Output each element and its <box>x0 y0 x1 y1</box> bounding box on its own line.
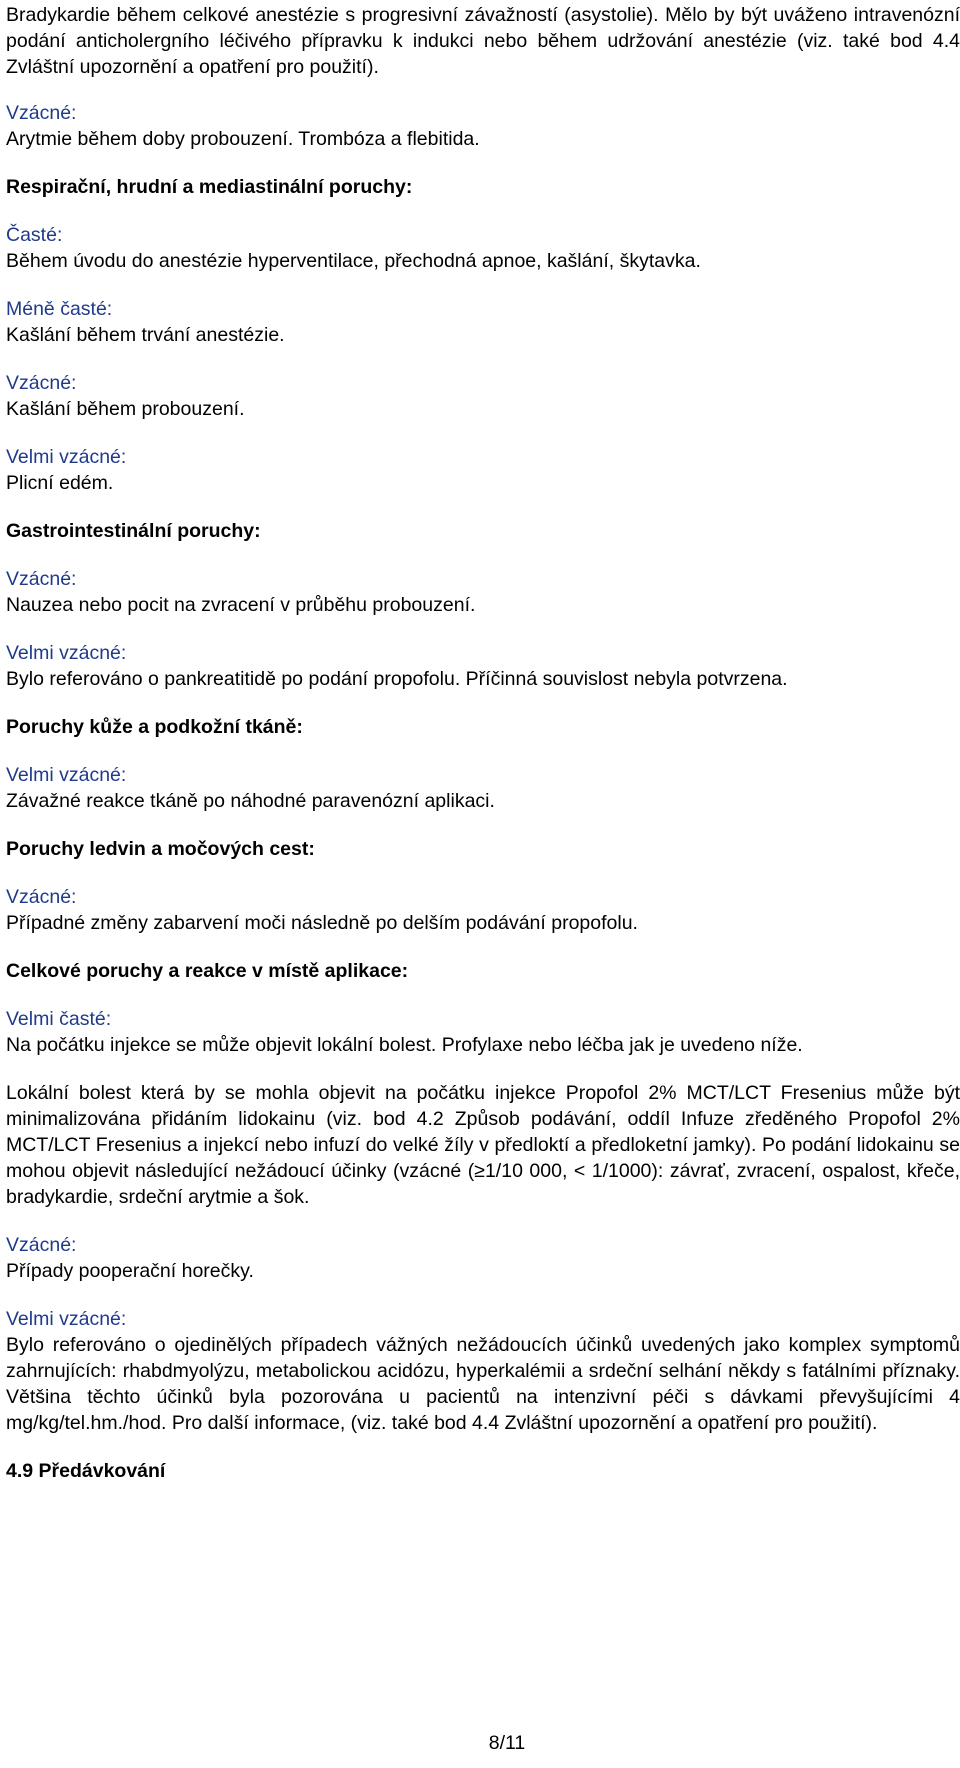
frequency-label-rare: Vzácné: <box>6 102 77 124</box>
respiratory-common-text: Během úvodu do anestézie hyperventilace, přechodná apnoe, kašlání, škytavka. <box>6 250 701 272</box>
cardio-rare-text: Arytmie během doby probouzení. Trombóza a flebitida. <box>6 128 480 150</box>
gastro-rare-text: Nauzea nebo pocit na zvracení v průběhu probouzení. <box>6 594 476 616</box>
section-heading-gastrointestinal: Gastrointestinální poruchy: <box>6 520 261 542</box>
general-very-rare-block <box>6 1306 960 1436</box>
cardio-rare-block <box>6 100 960 152</box>
document-content <box>6 2 960 1506</box>
renal-rare-block <box>6 884 960 936</box>
frequency-label-very-common: Velmi časté: <box>6 1008 112 1030</box>
page-number: 8/11 <box>488 1732 526 1754</box>
frequency-label-rare: Vzácné: <box>6 372 77 394</box>
section-heading-general: Celkové poruchy a reakce v místě aplikace: <box>6 960 409 982</box>
skin-very-rare-text: Závažné reakce tkáně po náhodné paravenózní aplikaci. <box>6 790 495 812</box>
section-heading-overdose: 4.9 Předávkování <box>6 1460 166 1482</box>
respiratory-very-rare-text: Plicní edém. <box>6 472 114 494</box>
section-heading-renal: Poruchy ledvin a močových cest: <box>6 838 315 860</box>
respiratory-very-rare-block <box>6 444 960 496</box>
renal-rare-text: Případné změny zabarvení moči následně po delším podávání propofolu. <box>6 912 638 934</box>
general-very-common-text: Na počátku injekce se může objevit lokální bolest. Profylaxe nebo léčba jak je uvedeno níže. <box>6 1034 803 1056</box>
intro-paragraph: Bradykardie během celkové anestézie s progresivní závažností (asystolie). Mělo by být uváženo intravenózní podání anticholergního léčivého přípravku k indukci nebo během udržování anestézie (viz. také bod 4.4 Zvláštní upozornění a opatření pro použití). <box>6 4 960 78</box>
section-heading-skin: Poruchy kůže a podkožní tkáně: <box>6 716 303 738</box>
gastro-rare-block <box>6 566 960 618</box>
lidocaine-paragraph: Lokální bolest která by se mohla objevit na počátku injekce Propofol 2% MCT/LCT Fresenius může být minimalizována přidáním lidokainu (viz. bod 4.2 Způsob podávání, oddíl Infuze zředěného Propofol 2% MCT/LCT Fresenius a injekcí nebo infuzí do velké žíly v předloktí a předloketní jamky). Po podání lidokainu se mohou objevit následující nežádoucí účinky (vzácné (≥1/10 000, < 1/1000): závrať, zvracení, ospalost, křeče, bradykardie, srdeční arytmie a šok. <box>6 1082 960 1208</box>
skin-very-rare-block <box>6 762 960 814</box>
gastro-very-rare-text: Bylo referováno o pankreatitidě po podání propofolu. Příčinná souvislost nebyla potvrzena. <box>6 668 788 690</box>
frequency-label-rare: Vzácné: <box>6 568 77 590</box>
document-page <box>6 0 960 1768</box>
frequency-label-rare: Vzácné: <box>6 1234 77 1256</box>
general-very-rare-text: Bylo referováno o ojedinělých případech vážných nežádoucích účinků uvedených jako komplex symptomů zahrnujících: rhabdmyolýzu, metabolickou acidózu, hyperkalémii a srdeční selhání někdy s fatálními příznaky. Většina těchto účinků byla pozorována u pacientů na intenzivní péči s dávkami převyšujícími 4 mg/kg/tel.hm./hod. Pro další informace, (viz. také bod 4.4 Zvláštní upozornění a opatření pro použití). <box>6 1334 960 1434</box>
frequency-label-very-rare: Velmi vzácné: <box>6 1308 127 1330</box>
general-rare-block <box>6 1232 960 1284</box>
frequency-label-rare: Vzácné: <box>6 886 77 908</box>
frequency-label-very-rare: Velmi vzácné: <box>6 446 127 468</box>
frequency-label-common: Časté: <box>6 224 63 246</box>
respiratory-rare-block <box>6 370 960 422</box>
general-rare-text: Případy pooperační horečky. <box>6 1260 254 1282</box>
respiratory-common-block <box>6 222 960 274</box>
section-heading-respiratory: Respirační, hrudní a mediastinální poruchy: <box>6 176 413 198</box>
respiratory-uncommon-text: Kašlání během trvání anestézie. <box>6 324 285 346</box>
frequency-label-uncommon: Méně časté: <box>6 298 113 320</box>
respiratory-uncommon-block <box>6 296 960 348</box>
gastro-very-rare-block <box>6 640 960 692</box>
respiratory-rare-text: Kašlání během probouzení. <box>6 398 245 420</box>
frequency-label-very-rare: Velmi vzácné: <box>6 642 127 664</box>
frequency-label-very-rare: Velmi vzácné: <box>6 764 127 786</box>
general-very-common-block <box>6 1006 960 1058</box>
